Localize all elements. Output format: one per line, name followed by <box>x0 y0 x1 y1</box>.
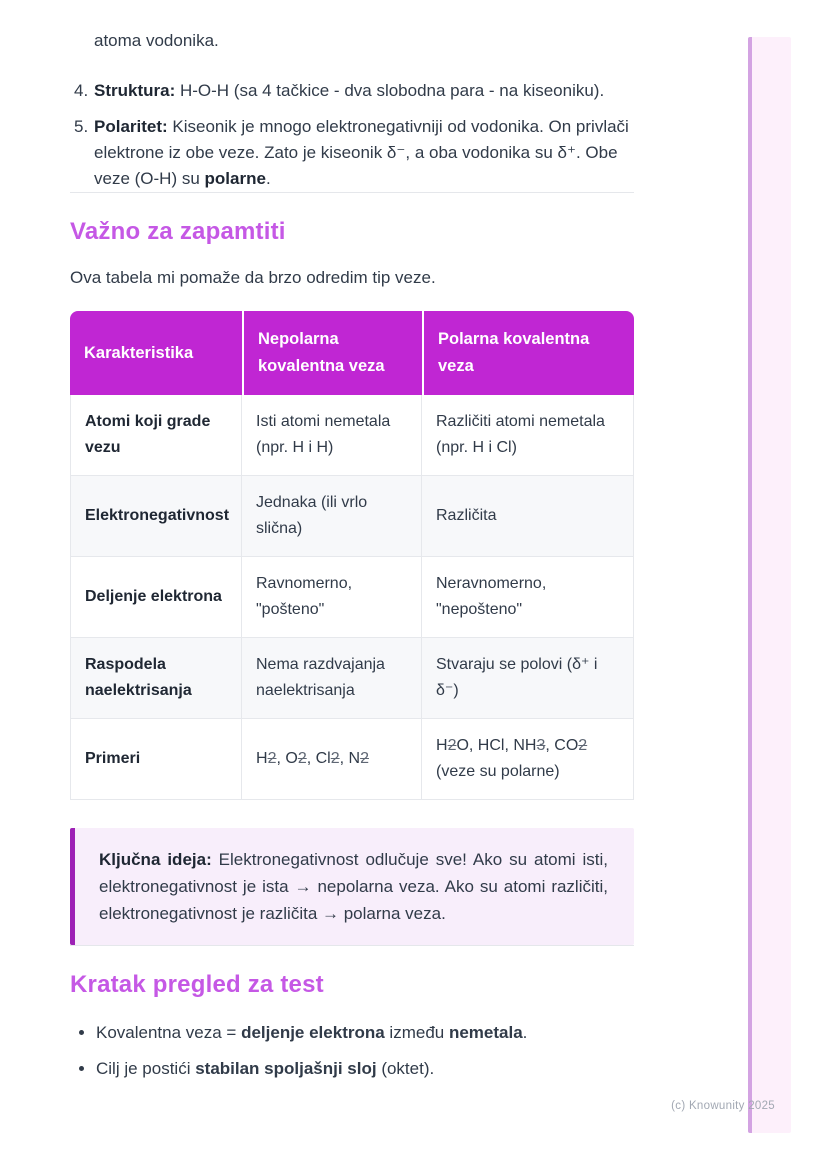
table-row <box>70 395 634 476</box>
table-cell: Različiti atomi nemetala (npr. H i Cl) <box>422 395 634 476</box>
bullet-item <box>96 1056 634 1082</box>
page-edge-strip <box>748 37 791 1133</box>
bullet-bold: deljenje elektrona <box>241 1023 385 1042</box>
table-cell: Primeri <box>70 719 242 800</box>
table-header-cell: Polarna kovalentna veza <box>422 311 634 395</box>
table-row <box>70 638 634 719</box>
bullet-item <box>96 1020 634 1046</box>
table-header <box>70 311 634 395</box>
paragraph-continuation: atoma vodonika. <box>94 31 219 50</box>
callout-text: Elektronegativnost odlučuje sve! Ako su atomi isti, elektronegativnost je ista → nepolarna veza. Ako su atomi različiti, elektronegativnost je različita → polarna veza. <box>99 850 608 923</box>
bullet-text: između <box>384 1023 449 1042</box>
comparison-table <box>70 311 634 800</box>
item-number: 5. <box>74 117 89 136</box>
item-bold-inline: polarne <box>204 169 266 188</box>
item-body: H-O-H (sa 4 tačkice - dva slobodna para - na kiseoniku). <box>175 81 605 100</box>
table-cell: Atomi koji grade vezu <box>70 395 242 476</box>
item-body-end: . <box>265 169 271 188</box>
table-cell: H2, O2, Cl2, N2 <box>242 719 422 800</box>
table-cell: H2O, HCl, NH3, CO2 (veze su polarne) <box>422 719 634 800</box>
footer-credit: (c) Knowunity 2025 <box>671 1100 775 1112</box>
item-bold-label: Struktura: <box>94 81 176 100</box>
callout-bold-label: Ključna ideja: <box>99 850 212 869</box>
key-idea-callout <box>70 828 634 945</box>
table-header-cell: Karakteristika <box>70 311 242 395</box>
table-header-row <box>70 311 634 395</box>
section-divider <box>70 192 634 193</box>
table-row <box>70 557 634 638</box>
table-intro-paragraph: Ova tabela mi pomaže da brzo odredim tip veze. <box>70 268 436 287</box>
table-cell: Elektronegativnost <box>70 476 242 557</box>
table-row <box>70 719 634 800</box>
table-cell: Stvaraju se polovi (δ⁺ i δ⁻) <box>422 638 634 719</box>
table-cell: Ravnomerno, "pošteno" <box>242 557 422 638</box>
table-cell: Raspodela naelektrisanja <box>70 638 242 719</box>
bullet-text: (oktet). <box>376 1059 435 1078</box>
bullet-bold: stabilan spoljašnji sloj <box>195 1059 377 1078</box>
table-cell: Deljenje elektrona <box>70 557 242 638</box>
section-heading-kratak-pregled: Kratak pregled za test <box>70 971 324 998</box>
table-body <box>70 395 634 800</box>
bullet-bold: nemetala <box>448 1023 523 1042</box>
table-cell: Neravnomerno, "nepošteno" <box>422 557 634 638</box>
table-cell: Nema razdvajanja naelektrisanja <box>242 638 422 719</box>
document-content <box>70 0 634 1082</box>
table-cell: Jednaka (ili vrlo slična) <box>242 476 422 557</box>
item-text <box>94 78 604 104</box>
item-bold-label: Polaritet: <box>94 117 168 136</box>
numbered-item-5 <box>70 114 634 192</box>
table-header-cell: Nepolarna kovalentna veza <box>242 311 422 395</box>
bullet-text: Cilj je postići <box>96 1059 196 1078</box>
table-row <box>70 476 634 557</box>
bullet-text: Kovalentna veza = <box>96 1023 242 1042</box>
item-body: Kiseonik je mnogo elektronegativniji od vodonika. On privlači elektrone iz obe veze. Zato je kiseonik δ⁻, a oba vodonika su δ⁺. Obe veze (O-H) su <box>94 117 629 188</box>
numbered-item-4 <box>70 78 634 104</box>
item-text <box>94 114 634 192</box>
section-divider <box>70 945 634 946</box>
table-cell: Isti atomi nemetala (npr. H i H) <box>242 395 422 476</box>
item-number: 4. <box>74 81 89 100</box>
summary-bullet-list <box>70 1020 634 1082</box>
section-heading-vazno: Važno za zapamtiti <box>70 218 286 245</box>
bullet-text: . <box>522 1023 528 1042</box>
table-cell: Različita <box>422 476 634 557</box>
